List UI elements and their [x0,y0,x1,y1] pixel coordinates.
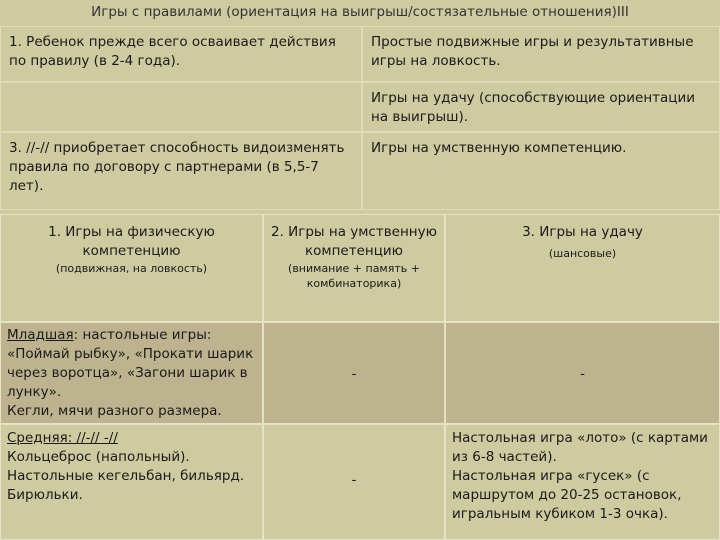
age-stages-table [0,26,720,210]
row-junior-physical [0,322,263,424]
row-middle-luck [445,424,720,540]
header-luck-title: 3. Игры на удачу [522,224,643,240]
row-middle-physical [0,424,263,540]
row-middle-line-2: Бирюльки. [7,487,83,503]
row-junior-line-0: : настольные игры: [73,327,212,343]
page-title: Игры с правилами (ориентация на выигрыш/состязательные отношения)III [91,4,629,20]
row-middle-line-0: Кольцеброс (напольный). [7,449,190,465]
row-middle-line-1: Настольные кегельбан, бильярд. [7,468,245,484]
stage-2-cell [0,82,362,132]
header-mental [263,214,445,322]
row-junior-line-1: «Поймай рыбку», «Прокати шарик через воротца», «Загони шарик в лунку». [7,346,254,400]
header-physical-sub: (подвижная, на ловкость) [55,262,208,275]
header-mental-sub: (внимание + память + комбинаторика) [288,262,420,290]
row-middle-group: Средняя: //-// -// [7,430,118,446]
header-luck [445,214,720,322]
row-junior-luck: - [445,322,720,424]
stage-1-games-cell: Простые подвижные игры и результативные игры на ловкость. [362,26,720,82]
row-middle-luck-line-0: Настольная игра «лото» (с картами из 6-8 частей). [452,430,708,465]
row-middle-mental: - [263,424,445,540]
header-luck-sub: (шансовые) [548,247,617,260]
stage-3-cell: 3. //-// приобретает способность видоизменять правила по договору с партнерами (в 5,5-7 лет). [0,132,362,210]
row-junior-group: Младшая [7,327,74,343]
stage-2-games-cell: Игры на удачу (способствующие ориентации на выигрыш). [362,82,720,132]
header-physical-title: 1. Игры на физическую компетенцию [48,224,215,259]
row-junior-mental: - [263,322,445,424]
row-middle-luck-line-1: Настольная игра «гусек» (с маршрутом до 20-25 остановок, игральным кубиком 1-3 очка). [452,468,682,522]
header-physical [0,214,263,322]
stage-1-cell: 1. Ребенок прежде всего осваивает действия по правилу (в 2-4 года). [0,26,362,82]
header-mental-title: 2. Игры на умственную компетенцию [270,224,437,259]
game-types-table [0,214,720,540]
row-junior-line-2: Кегли, мячи разного размера. [7,403,222,419]
stage-3-games-cell: Игры на умственную компетенцию. [362,132,720,210]
